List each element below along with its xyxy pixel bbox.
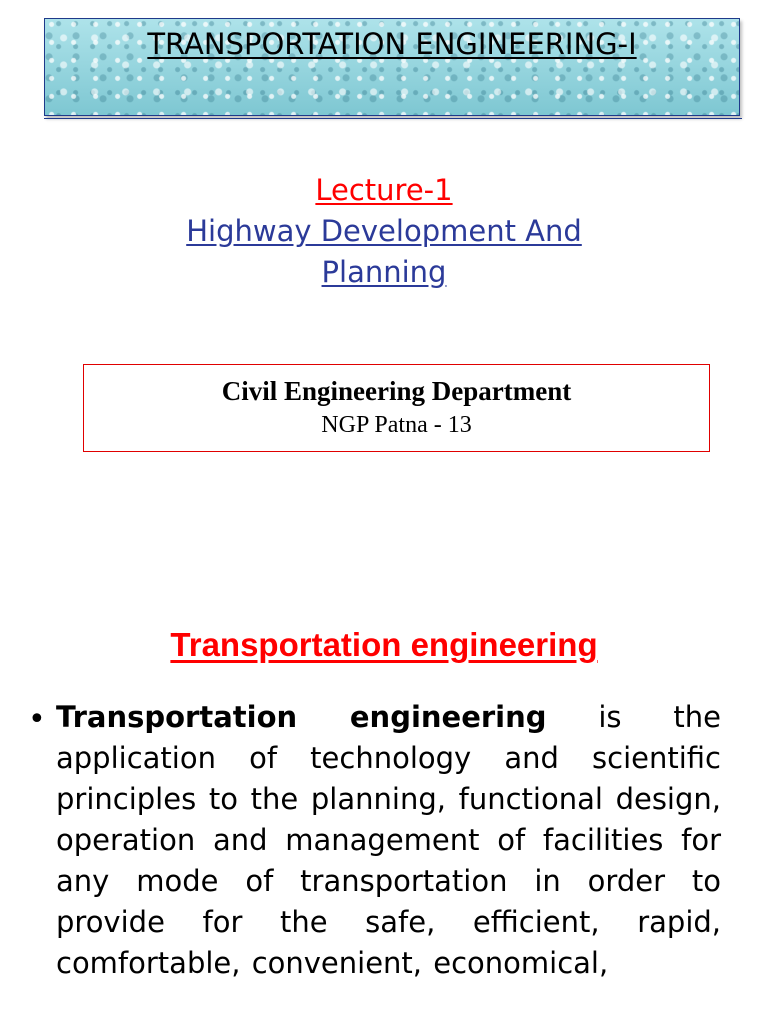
page-title: TRANSPORTATION ENGINEERING-I: [147, 27, 637, 61]
title-banner-shadow: [44, 114, 742, 119]
lecture-block: [0, 170, 768, 293]
bullet-icon: •: [28, 702, 46, 737]
department-box: [83, 364, 710, 452]
lecture-topic: Highway Development And Planning: [186, 214, 582, 289]
bullet-term: Transportation engineering: [56, 700, 547, 734]
bullet-body: is the application of technology and scientific principles to the planning, functional design, operation and management of facilities for any mode of transportation in order to provide for the safe, efficient, rapid, comfortable, convenient, economical,: [56, 700, 721, 980]
section-heading: Transportation engineering: [170, 626, 598, 663]
institute-name: NGP Patna - 13: [321, 412, 472, 438]
bullet-list: [28, 697, 728, 984]
bullet-item: [56, 697, 721, 984]
lecture-number: Lecture-1: [315, 173, 453, 207]
title-banner: [44, 18, 740, 116]
department-name: Civil Engineering Department: [221, 376, 572, 406]
